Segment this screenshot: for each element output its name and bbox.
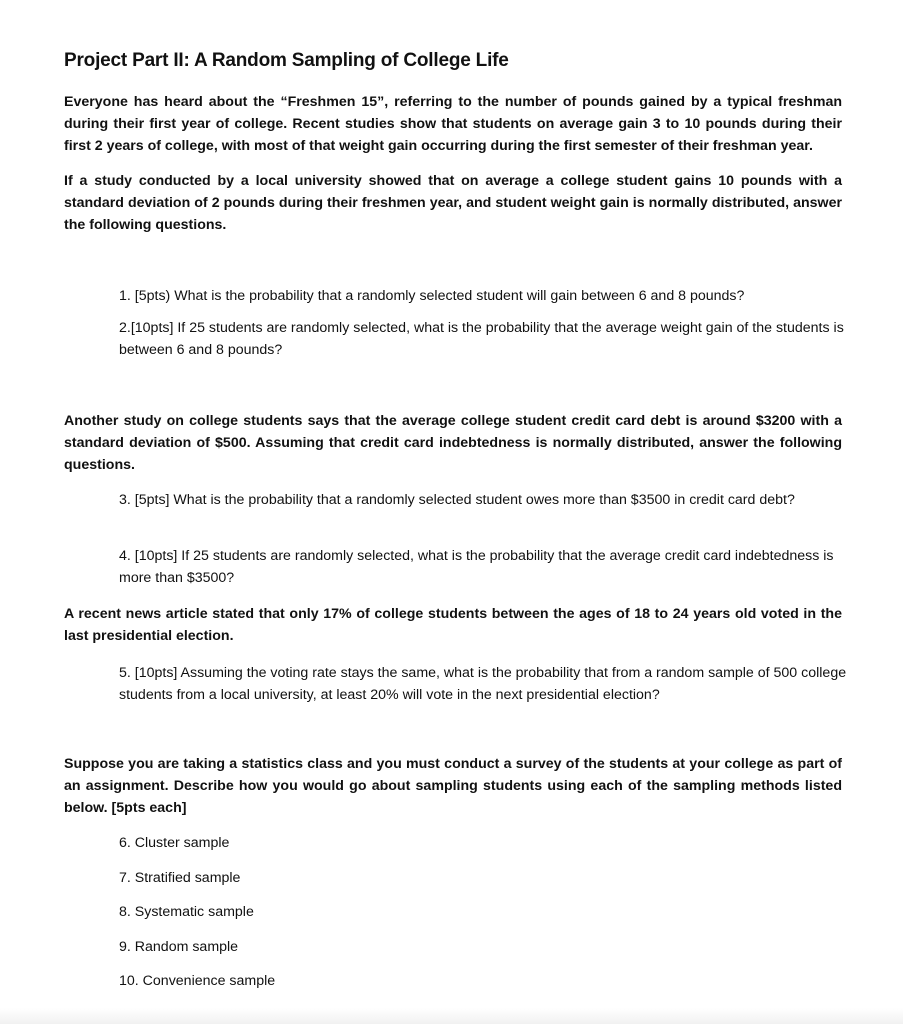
question-1: 1. [5pts) What is the probability that a randomly selected student will gain between 6 and 8 pounds? [119,288,745,304]
question-4: 4. [10pts] If 25 students are randomly selected, what is the probability that the average credit card indebtedness is more than $3500? [119,548,834,586]
page-bottom-edge [0,1008,903,1024]
sampling-paragraph: Suppose you are taking a statistics class and you must conduct a survey of the students at your college as part of an assignment. Describe how you would go about sampling students using each of the sampling methods listed below. [5pts each] [64,756,842,816]
sampling-item-stratified: 7. Stratified sample [119,870,241,886]
question-2: 2.[10pts] If 25 students are randomly selected, what is the probability that the average weight gain of the students is between 6 and 8 pounds? [119,320,844,358]
intro-paragraph-freshmen: Everyone has heard about the “Freshmen 15”, referring to the number of pounds gained by a typical freshman during their first year of college. Recent studies show that students on average gain 3 to 10 pounds during their first 2 years of college, with most of that weight gain occurring during the first semester of their freshman year. [64,94,842,154]
sampling-item-random: 9. Random sample [119,939,239,955]
sampling-item-systematic: 8. Systematic sample [119,904,254,920]
question-5: 5. [10pts] Assuming the voting rate stays the same, what is the probability that from a random sample of 500 college students from a local university, at least 20% will vote in the next presidential election? [119,665,847,703]
intro-paragraph-weight-study: If a study conducted by a local university showed that on average a college student gains 10 pounds with a standard deviation of 2 pounds during their freshmen year, and student weight gain is normally distributed, answer the following questions. [64,173,842,233]
sampling-item-convenience: 10. Convenience sample [119,973,276,989]
page-title: Project Part II: A Random Sampling of College Life [64,50,509,71]
voting-paragraph: A recent news article stated that only 17% of college students between the ages of 18 to 24 years old voted in the last presidential election. [64,606,842,644]
sampling-item-cluster: 6. Cluster sample [119,835,230,851]
question-3: 3. [5pts] What is the probability that a randomly selected student owes more than $3500 in credit card debt? [119,492,795,508]
credit-card-paragraph: Another study on college students says that the average college student credit card debt is around $3200 with a standard deviation of $500. Assuming that credit card indebtedness is normally distributed, answer the following questions. [64,413,842,473]
